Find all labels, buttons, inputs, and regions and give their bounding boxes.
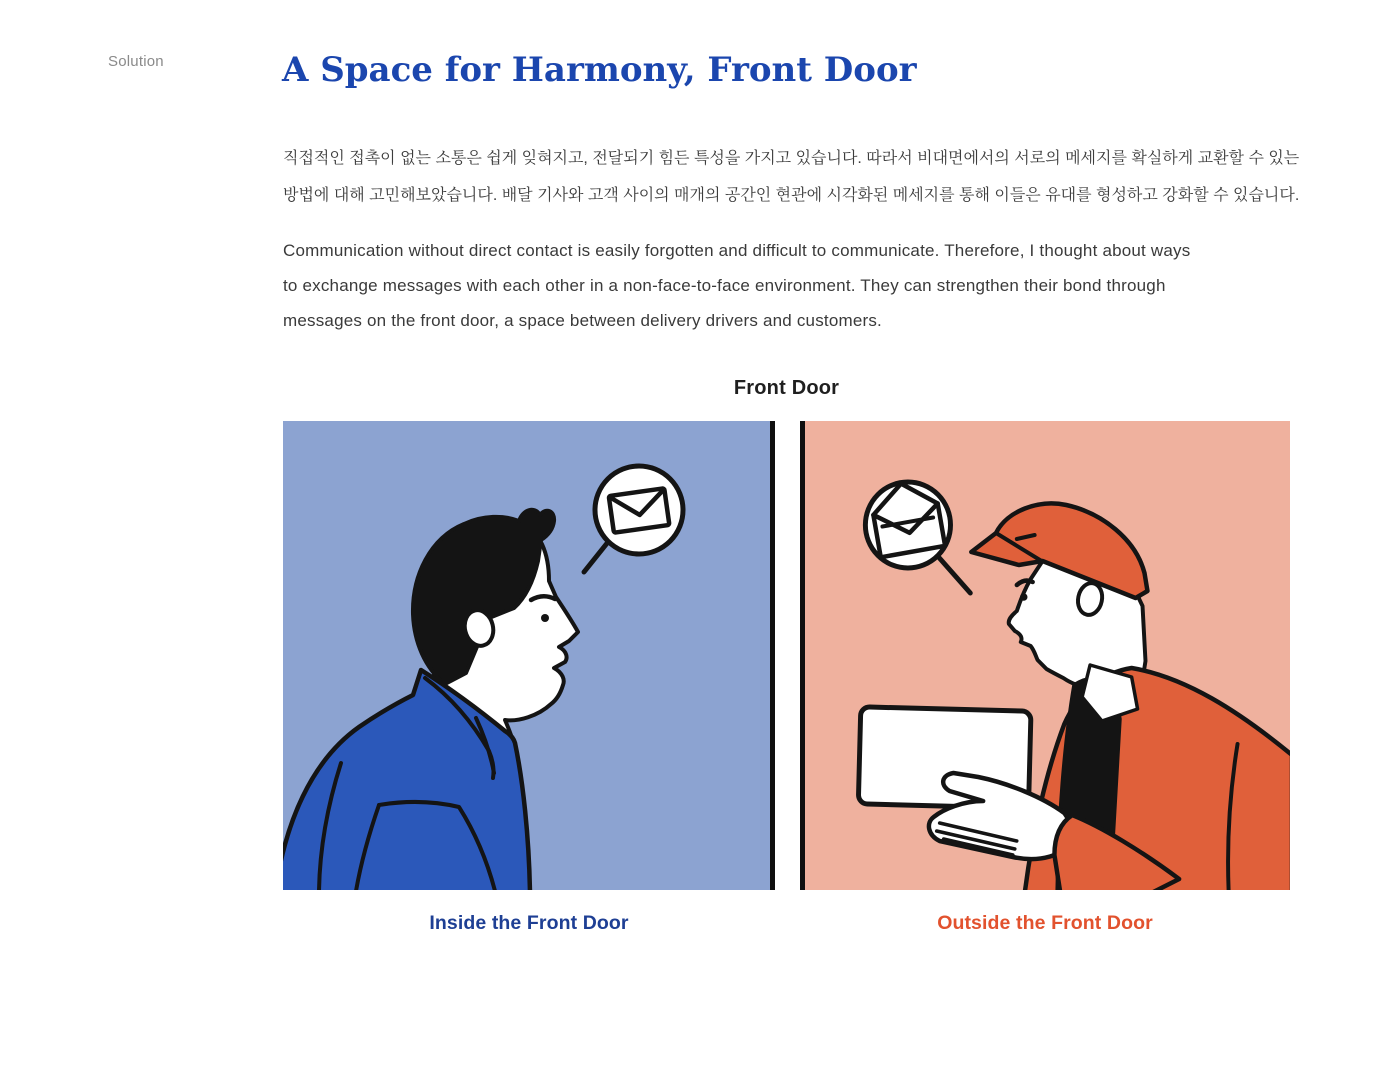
speech-bubble bbox=[584, 466, 683, 572]
door-divider-gap bbox=[775, 421, 800, 890]
korean-line: 방법에 대해 고민해보았습니다. 배달 기사와 고객 사이의 매개의 공간인 현관에 시각화된 메세지를 통해 이들은 유대를 형성하고 강화할 수 있습니다. bbox=[283, 187, 1300, 204]
closed-envelope-icon bbox=[609, 488, 670, 532]
speech-bubble bbox=[865, 478, 970, 593]
inside-illustration bbox=[283, 421, 770, 890]
caption-inside-front-door: Inside the Front Door bbox=[429, 912, 629, 934]
page-title: A Space for Harmony, Front Door bbox=[282, 50, 917, 90]
english-line: Communication without direct contact is easily forgotten and difficult to communicate. Therefore, I thought about ways bbox=[283, 241, 1191, 260]
panel-inside-front-door bbox=[283, 421, 775, 890]
section-label: Solution bbox=[108, 53, 164, 70]
driver-eye bbox=[1020, 593, 1028, 601]
customer-figure bbox=[283, 510, 578, 890]
panel-outside-front-door bbox=[800, 421, 1290, 890]
front-door-figure bbox=[283, 421, 1290, 890]
customer-eye bbox=[541, 614, 549, 622]
figure-heading: Front Door bbox=[733, 377, 840, 399]
intro-paragraph-korean bbox=[283, 140, 1298, 214]
outside-illustration bbox=[805, 421, 1290, 890]
english-line: to exchange messages with each other in a non-face-to-face environment. They can strengthen their bond through bbox=[283, 276, 1166, 295]
caption-outside-front-door: Outside the Front Door bbox=[937, 912, 1153, 934]
intro-paragraph-english bbox=[283, 233, 1298, 338]
english-line: messages on the front door, a space between delivery drivers and customers. bbox=[283, 311, 882, 330]
korean-line: 직접적인 접촉이 없는 소통은 쉽게 잊혀지고, 전달되기 힘든 특성을 가지고 있습니다. 따라서 비대면에서의 서로의 메세지를 확실하게 교환할 수 있는 bbox=[283, 150, 1300, 167]
